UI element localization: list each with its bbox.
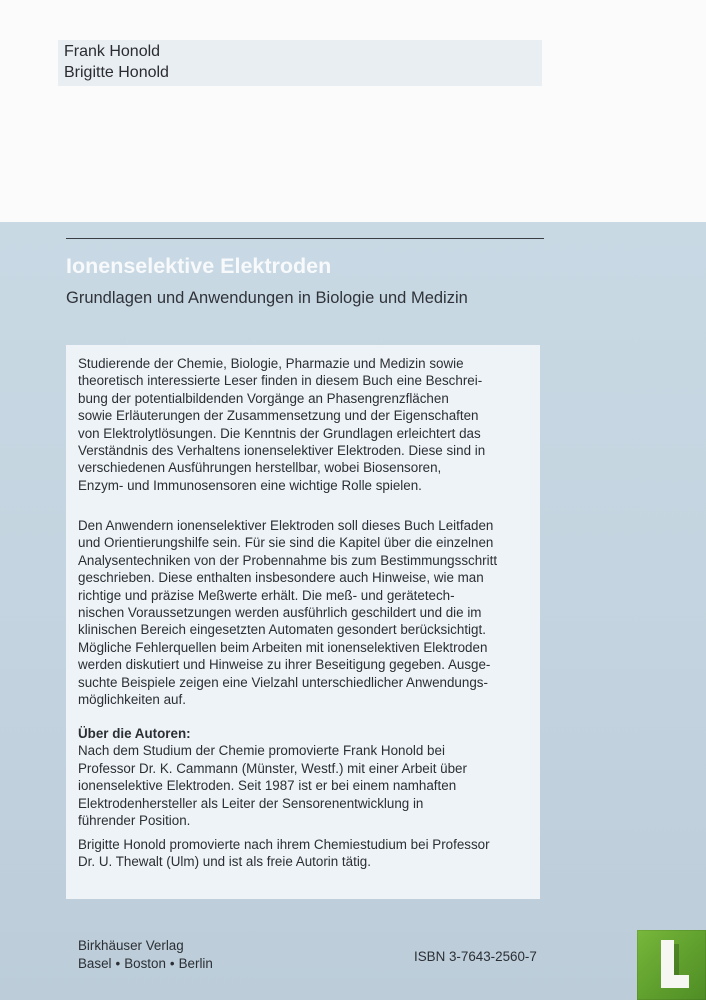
description-line: von Elektrolytlösungen. Die Kenntnis der Grundlagen erleichtert das xyxy=(78,425,481,441)
publisher-cities xyxy=(78,955,278,973)
publisher-name: Birkhäuser Verlag xyxy=(78,938,184,953)
author-name: Brigitte Honold xyxy=(64,64,169,81)
description-line: sowie Erläuterungen der Zusammensetzung und der Eigenschaften xyxy=(78,408,479,424)
description-paragraph-2 xyxy=(78,517,538,708)
about-authors-line: Elektrodenhersteller als Leiter der Sensorenentwicklung in xyxy=(78,795,424,811)
description-paragraph-1 xyxy=(78,355,538,494)
description-line: verschiedenen Ausführungen herstellbar, wobei Biosensoren, xyxy=(78,460,442,476)
about-authors-line: Nach dem Studium der Chemie promovierte Frank Honold bei xyxy=(78,743,445,759)
city-name: Berlin xyxy=(178,955,213,971)
about-authors-section xyxy=(78,725,538,829)
about-authors-line: ionenselektive Elektroden. Seit 1987 ist er bei einem namhaften xyxy=(78,778,457,794)
about-authors-line: führender Position. xyxy=(78,813,191,829)
description-line: Analysentechniken von der Probennahme bis zum Bestimmungsschritt xyxy=(78,552,498,568)
description-line: und Orientierungshilfe sein. Für sie sind die Kapitel über die einzelnen xyxy=(78,535,494,551)
title-rule xyxy=(66,238,544,239)
publisher-info xyxy=(78,937,278,973)
about-authors-line: Professor Dr. K. Cammann (Münster, Westf.) mit einer Arbeit über xyxy=(78,760,467,776)
about-authors-paragraph-2 xyxy=(78,836,538,871)
description-line: Enzym- und Immunosensoren eine wichtige Rolle spielen. xyxy=(78,477,422,493)
about-authors-line: Dr. U. Thewalt (Ulm) und ist als freie Autorin tätig. xyxy=(78,854,371,870)
description-line: suchte Beispiele zeigen eine Vielzahl unterschiedlicher Anwendungs- xyxy=(78,674,488,690)
isbn-number: ISBN 3-7643-2560-7 xyxy=(414,949,537,964)
description-line: werden diskutiert und Hinweise zu ihrer Beseitigung gegeben. Ausge- xyxy=(78,657,491,673)
description-line: möglichkeiten auf. xyxy=(78,692,186,708)
letter-l-logo-icon xyxy=(661,940,689,988)
city-name: Boston xyxy=(124,955,166,971)
description-line: Mögliche Fehlerquellen beim Arbeiten mit ionenselektiven Elektroden xyxy=(78,639,488,655)
description-line: theoretisch interessierte Leser finden in diesem Buch eine Beschrei- xyxy=(78,373,483,389)
description-line: klinischen Bereich eingesetzten Automaten gesondert berücksichtigt. xyxy=(78,622,486,638)
book-title: Ionenselektive Elektroden xyxy=(66,254,332,278)
description-line: bung der potentialbildenden Vorgänge an Phasengrenzflächen xyxy=(78,390,449,406)
book-subtitle: Grundlagen und Anwendungen in Biologie und Medizin xyxy=(66,289,468,307)
bullet-separator: • xyxy=(169,955,175,971)
description-line: nischen Voraussetzungen werden ausführlich geschildert und die im xyxy=(78,605,482,621)
about-authors-heading: Über die Autoren: xyxy=(78,726,191,741)
bullet-separator: • xyxy=(115,955,121,971)
description-line: richtige und präzise Meßwerte erhält. Die meß- und gerätetech- xyxy=(78,587,455,603)
green-sticker xyxy=(637,930,706,1000)
description-line: Verständnis des Verhaltens ionenselektiver Elektroden. Diese sind in xyxy=(78,443,486,459)
description-line: geschrieben. Diese enthalten insbesondere auch Hinweise, wie man xyxy=(78,570,484,586)
author-band xyxy=(58,40,542,86)
description-line: Den Anwendern ionenselektiver Elektroden soll dieses Buch Leitfaden xyxy=(78,518,494,533)
author-name: Frank Honold xyxy=(64,43,161,60)
about-authors-line: Brigitte Honold promovierte nach ihrem Chemiestudium bei Professor xyxy=(78,837,490,852)
city-name: Basel xyxy=(78,955,112,971)
description-line: Studierende der Chemie, Biologie, Pharmazie und Medizin sowie xyxy=(78,356,464,371)
